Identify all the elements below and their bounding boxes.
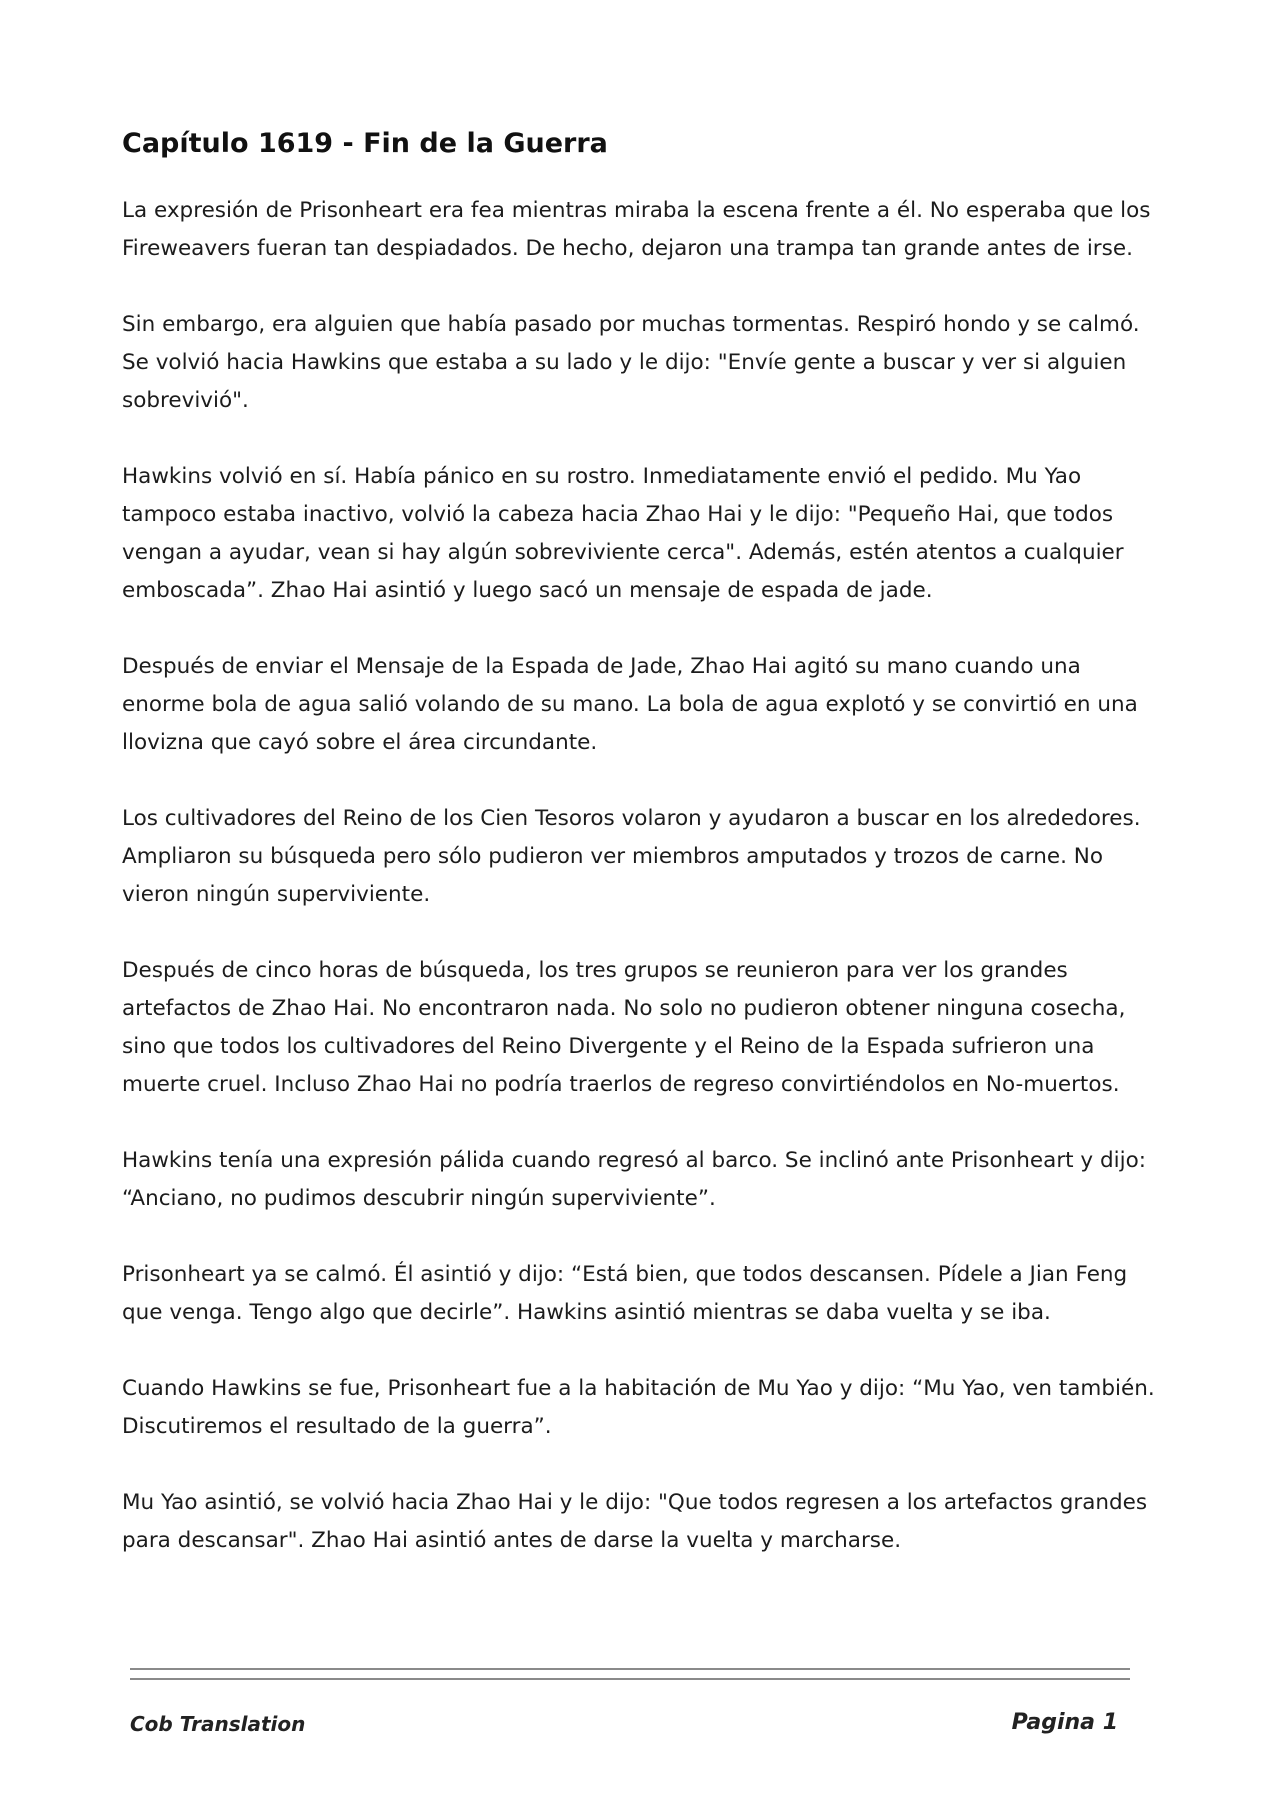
paragraph-10: Mu Yao asintió, se volvió hacia Zhao Hai y le dijo: "Que todos regresen a los artefactos grandes para descansar". Zhao Hai asintió antes de darse la vuelta y marcharse. [122, 1490, 1148, 1553]
chapter-title: Capítulo 1619 - Fin de la Guerra [122, 128, 608, 159]
paragraph-1: La expresión de Prisonheart era fea mientras miraba la escena frente a él. No esperaba que los Fireweavers fueran tan despiadados. De hecho, dejaron una trampa tan grande antes de irse. [122, 198, 1151, 261]
footer-divider [130, 1668, 1130, 1680]
footer-credit: Cob Translation [130, 1712, 306, 1736]
paragraph-5: Los cultivadores del Reino de los Cien Tesoros volaron y ayudaron a buscar en los alrededores. Ampliaron su búsqueda pero sólo pudieron ver miembros amputados y trozos de carne. No vieron ningún superviviente. [122, 806, 1141, 907]
paragraph-2: Sin embargo, era alguien que había pasado por muchas tormentas. Respiró hondo y se calmó. Se volvió hacia Hawkins que estaba a su lado y le dijo: "Envíe gente a buscar y ver si alguien sobrevivió". [122, 312, 1140, 413]
paragraph-9: Cuando Hawkins se fue, Prisonheart fue a la habitación de Mu Yao y dijo: “Mu Yao, ven también. Discutiremos el resultado de la guerra”. [122, 1376, 1155, 1439]
paragraph-7: Hawkins tenía una expresión pálida cuando regresó al barco. Se inclinó ante Prisonheart y dijo: “Anciano, no pudimos descubrir ningún superviviente”. [122, 1148, 1146, 1211]
paragraph-6: Después de cinco horas de búsqueda, los tres grupos se reunieron para ver los grandes artefactos de Zhao Hai. No encontraron nada. No solo no pudieron obtener ninguna cosecha, sino que todos los cultivadores del Reino Divergente y el Reino de la Espada sufrieron una muerte cruel. Incluso Zhao Hai no podría traerlos de regreso convirtiéndolos en No-muertos. [122, 958, 1126, 1097]
paragraph-3: Hawkins volvió en sí. Había pánico en su rostro. Inmediatamente envió el pedido. Mu Yao tampoco estaba inactivo, volvió la cabeza hacia Zhao Hai y le dijo: "Pequeño Hai, que todos vengan a ayudar, vean si hay algún sobreviviente cerca". Además, estén atentos a cualquier emboscada”. Zhao Hai asintió y luego sacó un mensaje de espada de jade. [122, 464, 1124, 603]
document-body [122, 124, 1162, 1598]
page-number: Pagina 1 [1011, 1710, 1118, 1735]
footer-rule-bottom [130, 1678, 1130, 1680]
paragraph-4: Después de enviar el Mensaje de la Espada de Jade, Zhao Hai agitó su mano cuando una enorme bola de agua salió volando de su mano. La bola de agua explotó y se convirtió en una llovizna que cayó sobre el área circundante. [122, 654, 1138, 755]
footer-rule-top [130, 1668, 1130, 1670]
paragraph-8: Prisonheart ya se calmó. Él asintió y dijo: “Está bien, que todos descansen. Pídele a Jian Feng que venga. Tengo algo que decirle”. Hawkins asintió mientras se daba vuelta y se iba. [122, 1262, 1128, 1325]
